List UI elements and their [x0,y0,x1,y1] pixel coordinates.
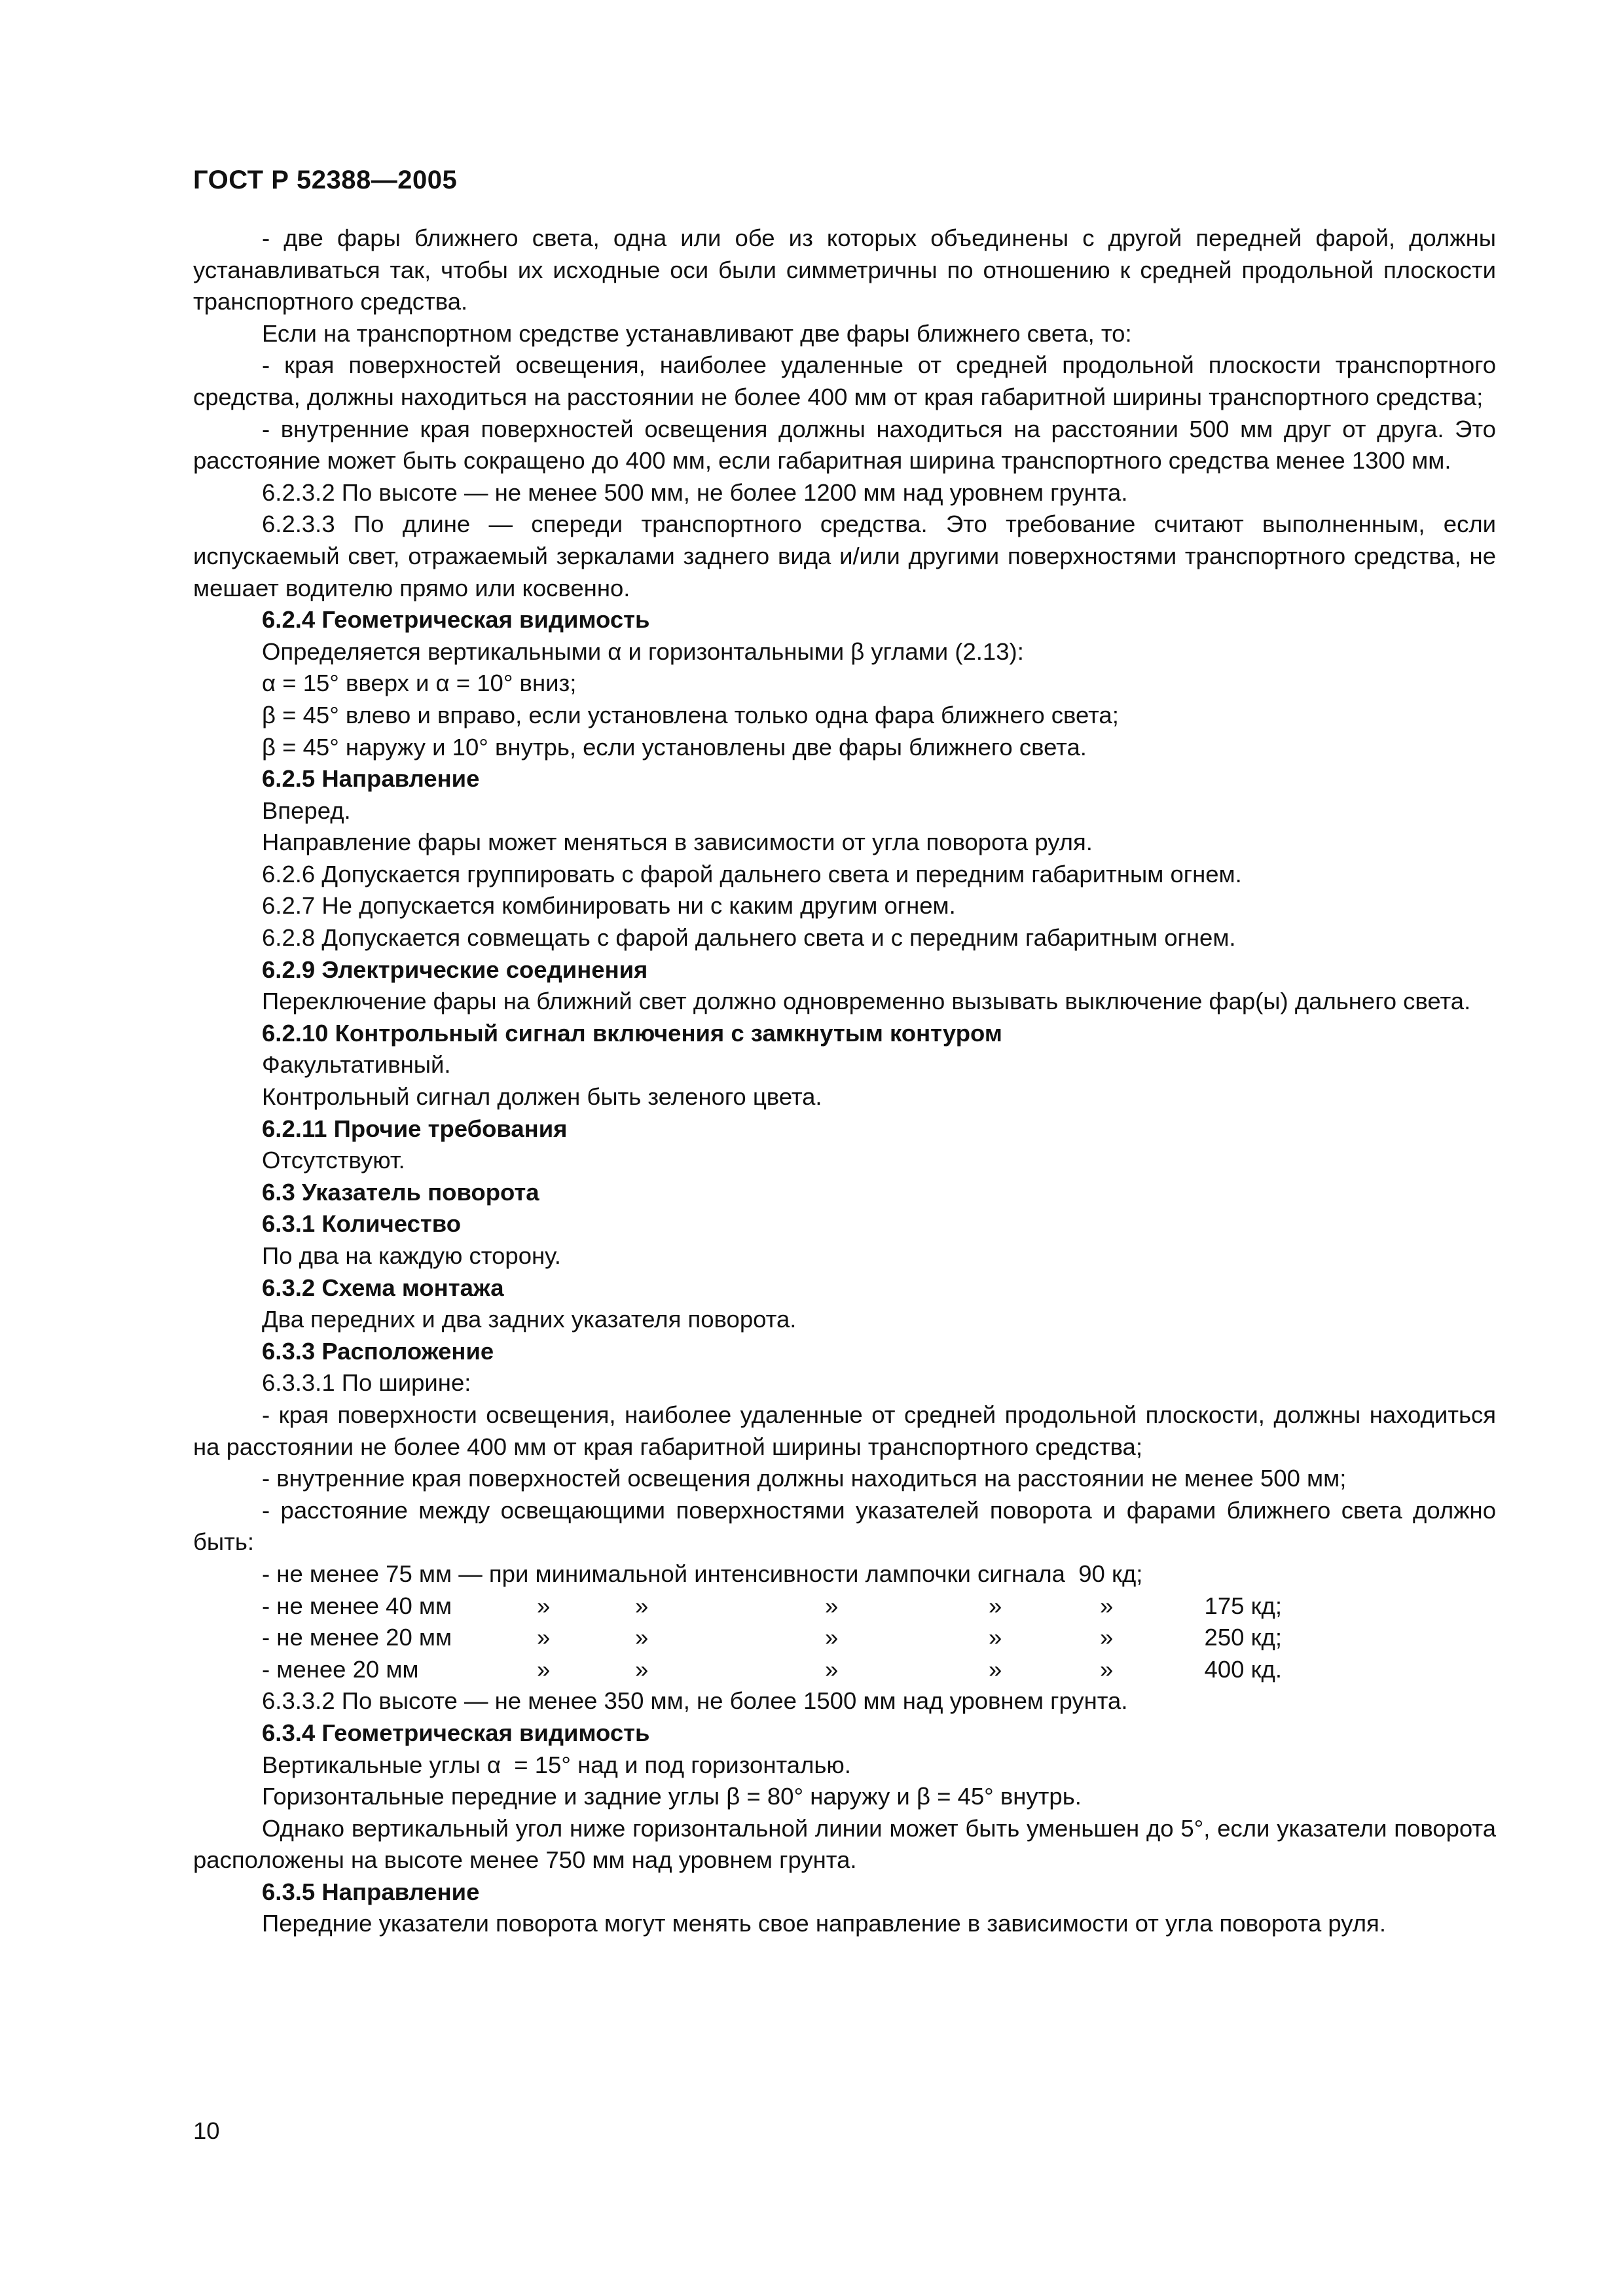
section-heading: 6.2.11 Прочие требования [262,1115,568,1142]
document-header: ГОСТ Р 52388—2005 [193,166,458,194]
ditto-mark: » [635,1624,649,1651]
intensity-cell: 250 кд; [1204,1624,1282,1651]
section-heading: 6.3.5 Направление [262,1878,480,1905]
paragraph: Если на транспортном средстве устанавливают две фары ближнего света, то: [262,319,1132,347]
paragraph: Однако вертикальный угол ниже горизонтальной линии может быть уменьшен до 5°, если указатели поворота расположены на высоте менее 750 мм над уровнем грунта. [193,1814,1496,1874]
paragraph: Вперед. [262,797,351,824]
paragraph: 6.2.3.2 По высоте — не менее 500 мм, не более 1200 мм над уровнем грунта. [262,478,1128,506]
paragraph: По два на каждую сторону. [262,1242,561,1269]
paragraph: Факультативный. [262,1051,451,1079]
paragraph: Переключение фары на ближний свет должно одновременно вызывать выключение фар(ы) дальнего света. [262,988,1471,1015]
paragraph: Два передних и два задних указателя поворота. [262,1306,797,1333]
ditto-mark: » [989,1624,1002,1651]
section-heading: 6.3.2 Схема монтажа [262,1274,504,1301]
paragraph: - внутренние края поверхностей освещения должны находиться на расстоянии 500 мм друг от друга. Это расстояние может быть сокращено до 400 мм, если габаритная ширина транспортного средства менее 1300 мм. [193,415,1496,475]
intensity-row [193,1622,1496,1654]
intensity-row: - не менее 75 мм — при минимальной интенсивности лампочки сигнала 90 кд; [262,1560,1143,1587]
section-heading: 6.2.10 Контрольный сигнал включения с замкнутым контуром [262,1019,1002,1047]
ditto-mark: » [635,1592,649,1619]
section-heading: 6.3 Указатель поворота [262,1178,539,1206]
paragraph: Горизонтальные передние и задние углы β = 80° наружу и β = 45° внутрь. [262,1783,1082,1810]
ditto-mark: » [825,1592,839,1619]
paragraph: Направление фары может меняться в зависимости от угла поворота руля. [262,829,1093,856]
paragraph: - две фары ближнего света, одна или обе из которых объединены с другой передней фарой, должны устанавливаться так, чтобы их исходные оси были симметричны по отношению к средней продольной плоскости транспортного средства. [193,224,1496,315]
paragraph: 6.2.3.3 По длине — спереди транспортного средства. Это требование считают выполненным, если испускаемый свет, отражаемый зеркалами заднего вида и/или другими поверхностями транспортного средства, не мешает водителю прямо или косвенно. [193,511,1496,601]
paragraph: Вертикальные углы α = 15° над и под горизонталью. [262,1751,851,1778]
ditto-mark: » [635,1655,649,1683]
ditto-mark: » [537,1655,551,1683]
intensity-row [193,1590,1496,1623]
paragraph: 6.3.3.1 По ширине: [262,1369,471,1397]
distance-cell: - не менее 40 мм [262,1592,452,1619]
intensity-cell: 175 кд; [1204,1592,1282,1619]
intensity-cell: 400 кд. [1204,1655,1282,1683]
ditto-mark: » [1100,1592,1114,1619]
paragraph: Передние указатели поворота могут менять свое направление в зависимости от угла поворота руля. [262,1910,1386,1937]
paragraph: - края поверхностей освещения, наиболее удаленные от средней продольной плоскости транспортного средства, должны находиться на расстоянии не более 400 мм от края габаритной ширины транспортного средства; [193,351,1496,410]
paragraph: 6.2.7 Не допускается комбинировать ни с каким другим огнем. [262,892,956,920]
ditto-mark: » [537,1592,551,1619]
ditto-mark: » [537,1624,551,1651]
paragraph: β = 45° наружу и 10° внутрь, если установлены две фары ближнего света. [262,733,1087,761]
section-heading: 6.3.1 Количество [262,1210,462,1238]
paragraph: β = 45° влево и вправо, если установлена только одна фара ближнего света; [262,701,1119,728]
paragraph: Определяется вертикальными α и горизонтальными β углами (2.13): [262,637,1024,665]
paragraph: - края поверхности освещения, наиболее удаленные от средней продольной плоскости, должны находиться на расстоянии не более 400 мм от края габаритной ширины транспортного средства; [193,1401,1496,1460]
page-number: 10 [193,2117,220,2144]
ditto-mark: » [989,1592,1002,1619]
paragraph: α = 15° вверх и α = 10° вниз; [262,670,577,697]
ditto-mark: » [1100,1655,1114,1683]
ditto-mark: » [1100,1624,1114,1651]
paragraph: - внутренние края поверхностей освещения должны находиться на расстоянии не менее 500 мм; [262,1465,1347,1492]
paragraph: 6.2.6 Допускается группировать с фарой дальнего света и передним габаритным огнем. [262,860,1242,888]
distance-cell: - не менее 20 мм [262,1624,452,1651]
section-heading: 6.2.5 Направление [262,765,480,793]
section-heading: 6.3.3 Расположение [262,1337,494,1365]
section-heading: 6.2.4 Геометрическая видимость [262,606,650,634]
ditto-mark: » [825,1655,839,1683]
paragraph: - расстояние между освещающими поверхностями указателей поворота и фарами ближнего света должно быть: [193,1496,1496,1556]
section-heading: 6.3.4 Геометрическая видимость [262,1719,650,1746]
paragraph: Отсутствуют. [262,1147,405,1174]
distance-cell: - менее 20 мм [262,1655,419,1683]
document-body [193,223,1496,1940]
paragraph: 6.3.3.2 По высоте — не менее 350 мм, не более 1500 мм над уровнем грунта. [262,1687,1128,1715]
paragraph: 6.2.8 Допускается совмещать с фарой дальнего света и с передним габаритным огнем. [262,924,1236,952]
paragraph: Контрольный сигнал должен быть зеленого цвета. [262,1083,822,1111]
ditto-mark: » [989,1655,1002,1683]
ditto-mark: » [825,1624,839,1651]
section-heading: 6.2.9 Электрические соединения [262,956,648,983]
intensity-row [193,1654,1496,1686]
